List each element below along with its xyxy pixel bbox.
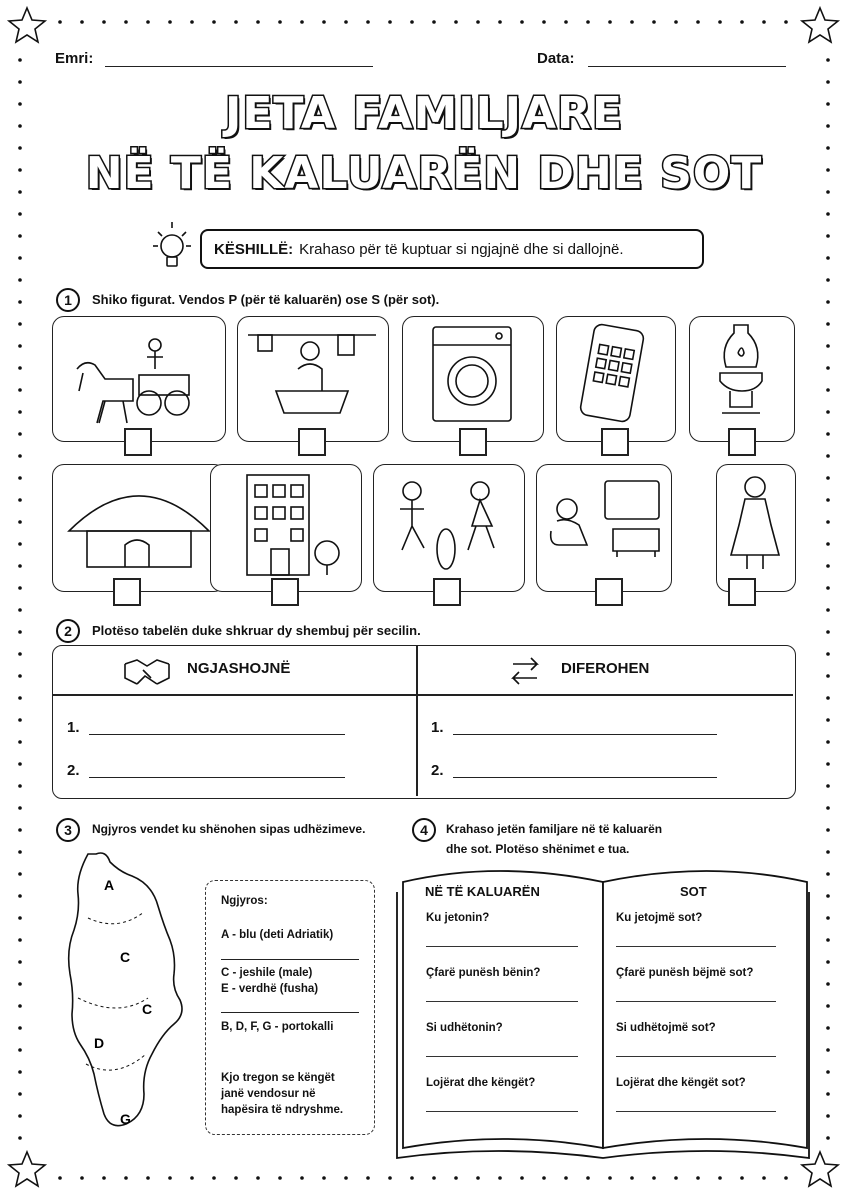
border-dot	[366, 1176, 370, 1180]
border-dot	[454, 20, 458, 24]
border-dot	[826, 520, 830, 524]
name-input-line[interactable]	[105, 66, 373, 67]
border-dot	[124, 1176, 128, 1180]
star-icon	[9, 1152, 45, 1186]
question-1-text: Shiko figurat. Vendos P (për të kaluarën) ose S (për sot).	[92, 292, 440, 307]
answer-line[interactable]	[426, 1001, 578, 1002]
border-dot	[18, 1026, 22, 1030]
border-dot	[520, 1176, 524, 1180]
question-number: 4	[412, 818, 436, 842]
border-dot	[18, 608, 22, 612]
answer-line[interactable]	[426, 946, 578, 947]
border-dot	[454, 1176, 458, 1180]
row-number: 1.	[431, 719, 444, 736]
border-dot	[826, 1070, 830, 1074]
border-dot	[18, 1048, 22, 1052]
border-dot	[18, 80, 22, 84]
horse-cart-icon	[53, 317, 223, 439]
border-dot	[826, 1092, 830, 1096]
border-dot	[18, 696, 22, 700]
border-dot	[826, 564, 830, 568]
border-dot	[826, 344, 830, 348]
book-question: Çfarë punësh bënin?	[426, 967, 541, 979]
border-dot	[826, 58, 830, 62]
answer-checkbox[interactable]	[595, 578, 623, 606]
book-question: Si udhëtonin?	[426, 1022, 503, 1034]
legend-line	[221, 959, 359, 960]
border-dot	[826, 850, 830, 854]
border-dot	[18, 762, 22, 766]
name-label: Emri:	[55, 50, 94, 67]
border-dot	[826, 300, 830, 304]
border-dot	[18, 938, 22, 942]
picture-card	[373, 464, 525, 592]
border-dot	[18, 828, 22, 832]
border-dot	[18, 872, 22, 876]
border-dot	[168, 20, 172, 24]
border-dot	[826, 674, 830, 678]
star-icon	[802, 8, 838, 42]
border-dot	[826, 608, 830, 612]
legend-line	[221, 1012, 359, 1013]
border-dot	[476, 1176, 480, 1180]
border-dot	[826, 872, 830, 876]
book-question: Ku jetojmë sot?	[616, 912, 703, 924]
picture-card	[52, 316, 226, 442]
children-playing-hoop-icon	[374, 465, 522, 589]
picture-card	[402, 316, 544, 442]
border-dot	[410, 1176, 414, 1180]
border-dot	[520, 20, 524, 24]
albania-map[interactable]	[58, 848, 188, 1148]
border-dot	[18, 806, 22, 810]
border-dot	[826, 388, 830, 392]
border-dot	[564, 20, 568, 24]
color-legend	[205, 880, 375, 1135]
border-dot	[344, 20, 348, 24]
border-dot	[762, 20, 766, 24]
legend-note: hapësira të ndryshme.	[221, 1104, 344, 1116]
column-header-different: DIFEROHEN	[561, 660, 650, 677]
border-dot	[826, 278, 830, 282]
answer-checkbox[interactable]	[433, 578, 461, 606]
border-dot	[18, 234, 22, 238]
border-dot	[18, 278, 22, 282]
border-dot	[234, 1176, 238, 1180]
legend-note: Kjo tregon se këngët	[221, 1072, 335, 1084]
border-dot	[498, 1176, 502, 1180]
border-dot	[432, 1176, 436, 1180]
border-dot	[80, 1176, 84, 1180]
border-dot	[344, 1176, 348, 1180]
border-dot	[826, 762, 830, 766]
lightbulb-icon	[148, 218, 196, 278]
answer-line[interactable]	[426, 1111, 578, 1112]
border-dot	[826, 498, 830, 502]
border-dot	[826, 740, 830, 744]
answer-checkbox[interactable]	[601, 428, 629, 456]
border-dot	[18, 344, 22, 348]
border-dot	[826, 212, 830, 216]
border-dot	[102, 20, 106, 24]
border-dot	[696, 1176, 700, 1180]
border-dot	[498, 20, 502, 24]
border-dot	[826, 828, 830, 832]
border-dot	[674, 20, 678, 24]
border-dot	[18, 388, 22, 392]
answer-line[interactable]	[616, 1001, 776, 1002]
border-dot	[740, 1176, 744, 1180]
answer-checkbox[interactable]	[298, 428, 326, 456]
border-dot	[826, 366, 830, 370]
border-dot	[652, 1176, 656, 1180]
star-icon	[9, 8, 45, 42]
border-dot	[826, 410, 830, 414]
border-dot	[146, 20, 150, 24]
legend-item: B, D, F, G - portokalli	[221, 1021, 334, 1033]
border-dot	[826, 630, 830, 634]
border-dot	[18, 300, 22, 304]
border-dot	[608, 20, 612, 24]
question-number: 2	[56, 619, 80, 643]
border-dot	[826, 916, 830, 920]
border-dot	[630, 20, 634, 24]
border-dot	[826, 1004, 830, 1008]
map-label: C	[120, 949, 131, 965]
smartphone-icon	[557, 317, 673, 439]
border-dot	[18, 410, 22, 414]
border-dot	[652, 20, 656, 24]
answer-checkbox[interactable]	[728, 428, 756, 456]
border-dot	[388, 20, 392, 24]
legend-item: C - jeshile (male)	[221, 967, 313, 979]
answer-checkbox[interactable]	[124, 428, 152, 456]
date-input-line[interactable]	[588, 66, 786, 67]
border-dot	[18, 1092, 22, 1096]
border-dot	[826, 718, 830, 722]
tip-text: Krahaso për të kuptuar si ngjajnë dhe si dallojnë.	[299, 240, 624, 258]
washing-machine-icon	[403, 317, 541, 439]
border-dot	[212, 1176, 216, 1180]
border-dot	[826, 806, 830, 810]
book-left-title: NË TË KALUARËN	[425, 884, 540, 899]
border-dot	[784, 1176, 788, 1180]
legend-item: A - blu (deti Adriatik)	[221, 929, 334, 941]
picture-card	[52, 464, 226, 592]
answer-line[interactable]	[426, 1056, 578, 1057]
tip-label: KËSHILLË:	[214, 240, 294, 258]
legend-title: Ngjyros:	[221, 895, 268, 907]
border-dot	[212, 20, 216, 24]
book-question: Lojërat dhe këngët?	[426, 1077, 536, 1089]
border-dot	[586, 20, 590, 24]
border-dot	[18, 784, 22, 788]
answer-checkbox[interactable]	[459, 428, 487, 456]
border-dot	[18, 740, 22, 744]
border-dot	[366, 20, 370, 24]
book-question: Si udhëtojmë sot?	[616, 1022, 716, 1034]
border-dot	[18, 1004, 22, 1008]
border-dot	[826, 652, 830, 656]
border-dot	[256, 20, 260, 24]
row-number: 1.	[67, 719, 80, 736]
picture-card	[556, 316, 676, 442]
border-dot	[18, 652, 22, 656]
thatched-hut-icon	[53, 465, 223, 589]
map-label: A	[104, 877, 115, 893]
border-dot	[18, 850, 22, 854]
border-dot	[18, 674, 22, 678]
border-dot	[18, 322, 22, 326]
border-dot	[18, 542, 22, 546]
answer-line[interactable]	[89, 777, 345, 778]
border-dot	[826, 784, 830, 788]
border-dot	[278, 1176, 282, 1180]
border-dot	[18, 564, 22, 568]
border-dot	[826, 542, 830, 546]
border-dot	[146, 1176, 150, 1180]
book-question: Ku jetonin?	[426, 912, 490, 924]
border-dot	[826, 938, 830, 942]
border-dot	[630, 1176, 634, 1180]
page-title-line1: JETA FAMILJARE	[224, 88, 623, 139]
washing-by-hand-icon	[238, 317, 386, 439]
border-dot	[58, 1176, 62, 1180]
answer-line[interactable]	[616, 1111, 776, 1112]
border-dot	[18, 960, 22, 964]
border-dot	[762, 1176, 766, 1180]
border-dot	[80, 20, 84, 24]
border-dot	[826, 322, 830, 326]
border-dot	[18, 916, 22, 920]
border-dot	[18, 498, 22, 502]
header-divider	[53, 694, 793, 696]
border-dot	[718, 1176, 722, 1180]
border-dot	[740, 20, 744, 24]
border-dot	[826, 982, 830, 986]
border-dot	[18, 454, 22, 458]
border-dot	[322, 1176, 326, 1180]
comparison-table	[52, 645, 796, 799]
border-dot	[826, 1136, 830, 1140]
border-dot	[190, 1176, 194, 1180]
border-dot	[58, 20, 62, 24]
border-dot	[826, 454, 830, 458]
oil-lamp-icon	[690, 317, 792, 439]
border-dot	[826, 432, 830, 436]
border-dot	[608, 1176, 612, 1180]
border-dot	[718, 20, 722, 24]
question-4-text-line1: Krahaso jetën familjare në të kaluarën	[446, 822, 663, 836]
border-dot	[18, 58, 22, 62]
border-dot	[674, 1176, 678, 1180]
question-2-text: Plotëso tabelën duke shkruar dy shembuj për secilin.	[92, 623, 421, 638]
border-dot	[826, 256, 830, 260]
border-dot	[18, 520, 22, 524]
border-dot	[256, 1176, 260, 1180]
border-dot	[410, 20, 414, 24]
border-dot	[124, 20, 128, 24]
question-4-text-line2: dhe sot. Plotëso shënimet e tua.	[446, 842, 630, 856]
apartment-building-icon	[211, 465, 359, 589]
border-dot	[826, 1026, 830, 1030]
border-dot	[826, 894, 830, 898]
picture-card	[689, 316, 795, 442]
question-number: 3	[56, 818, 80, 842]
legend-item: E - verdhë (fusha)	[221, 983, 319, 995]
border-dot	[18, 894, 22, 898]
border-dot	[18, 212, 22, 216]
answer-checkbox[interactable]	[113, 578, 141, 606]
border-dot	[18, 630, 22, 634]
border-dot	[826, 960, 830, 964]
picture-card	[237, 316, 389, 442]
border-dot	[168, 1176, 172, 1180]
answer-checkbox[interactable]	[271, 578, 299, 606]
border-dot	[18, 1136, 22, 1140]
border-dot	[18, 586, 22, 590]
border-dot	[784, 20, 788, 24]
picture-card	[716, 464, 796, 592]
border-dot	[300, 1176, 304, 1180]
question-3-text: Ngjyros vendet ku shënohen sipas udhëzimeve.	[92, 822, 366, 836]
border-dot	[18, 1114, 22, 1118]
answer-line[interactable]	[89, 734, 345, 735]
answer-line[interactable]	[616, 1056, 776, 1057]
border-dot	[234, 20, 238, 24]
border-dot	[18, 432, 22, 436]
border-dot	[826, 696, 830, 700]
map-label: D	[94, 1035, 105, 1051]
border-dot	[696, 20, 700, 24]
border-dot	[388, 1176, 392, 1180]
map-label: G	[120, 1111, 131, 1127]
picture-card	[536, 464, 672, 592]
handshake-icon	[123, 654, 171, 688]
border-dot	[18, 982, 22, 986]
answer-line[interactable]	[616, 946, 776, 947]
book-question: Çfarë punësh bëjmë sot?	[616, 967, 754, 979]
border-dot	[18, 256, 22, 260]
border-dot	[542, 20, 546, 24]
border-dot	[476, 20, 480, 24]
book-right-title: SOT	[680, 884, 707, 899]
border-dot	[102, 1176, 106, 1180]
border-dot	[826, 586, 830, 590]
border-dot	[18, 476, 22, 480]
border-dot	[826, 1114, 830, 1118]
page-title-line2: NË TË KALUARËN DHE SOT	[85, 148, 763, 199]
border-dot	[18, 718, 22, 722]
open-book-icon	[395, 862, 815, 1162]
date-label: Data:	[537, 50, 575, 67]
child-watching-tv-icon	[537, 465, 669, 589]
row-number: 2.	[431, 762, 444, 779]
border-dot	[826, 80, 830, 84]
column-divider	[416, 646, 418, 796]
book-question: Lojërat dhe këngët sot?	[616, 1077, 746, 1089]
border-dot	[322, 20, 326, 24]
border-dot	[18, 366, 22, 370]
border-dot	[18, 1070, 22, 1074]
border-dot	[826, 1048, 830, 1052]
legend-note: janë vendosur në	[221, 1088, 316, 1100]
border-dot	[826, 234, 830, 238]
border-dot	[278, 20, 282, 24]
row-number: 2.	[67, 762, 80, 779]
answer-line[interactable]	[453, 777, 717, 778]
map-label: C	[142, 1001, 153, 1017]
border-dot	[826, 476, 830, 480]
border-dot	[542, 1176, 546, 1180]
border-dot	[432, 20, 436, 24]
border-dot	[586, 1176, 590, 1180]
answer-checkbox[interactable]	[728, 578, 756, 606]
border-dot	[564, 1176, 568, 1180]
border-dot	[300, 20, 304, 24]
traditional-dress-girl-icon	[717, 465, 793, 589]
tip-box	[200, 229, 704, 269]
answer-line[interactable]	[453, 734, 717, 735]
question-number: 1	[56, 288, 80, 312]
picture-card	[210, 464, 362, 592]
column-header-similar: NGJASHOJNË	[187, 660, 291, 677]
arrows-swap-icon	[509, 654, 541, 688]
border-dot	[190, 20, 194, 24]
